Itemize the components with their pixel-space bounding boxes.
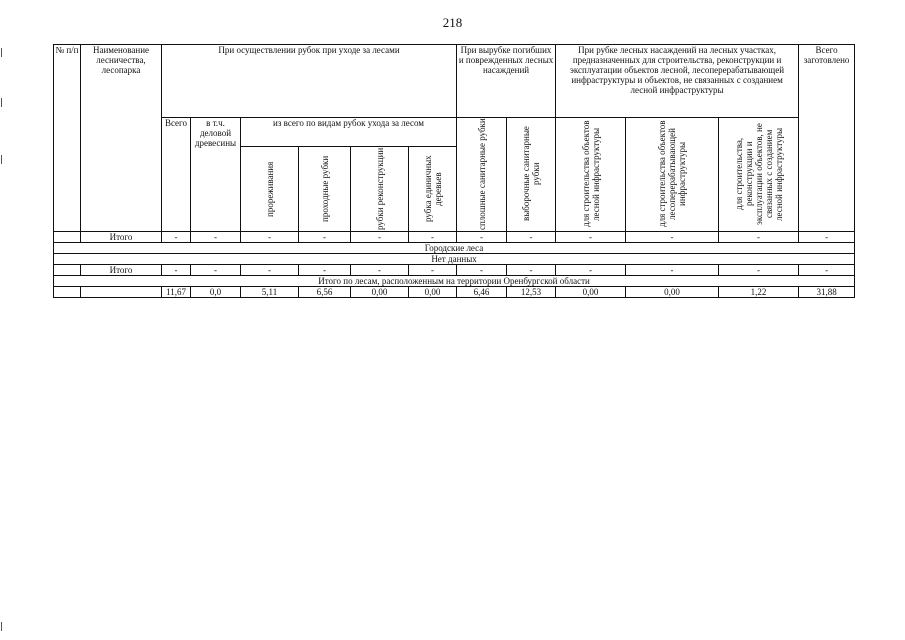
- cell: -: [162, 232, 191, 243]
- section-no-data: Нет данных: [54, 254, 855, 265]
- header-row-2: [54, 118, 855, 147]
- row-label: Итого: [81, 265, 162, 276]
- table-row: [54, 232, 855, 243]
- header-single-trees: рубка единичных деревьев: [409, 147, 457, 232]
- header-total: Всего заготовлено: [799, 45, 855, 232]
- cell: 6,46: [457, 287, 507, 298]
- cell: -: [351, 265, 409, 276]
- cell: -: [191, 232, 241, 243]
- header-infra-forest: для строительства объектов лесной инфраструктуры: [556, 118, 626, 232]
- cell: 0,00: [351, 287, 409, 298]
- harvest-table: [53, 44, 855, 298]
- page-number: 218: [442, 15, 463, 30]
- cell: 0,00: [556, 287, 626, 298]
- margin-mark: [1, 622, 2, 631]
- cell: -: [457, 265, 507, 276]
- margin-mark: [1, 48, 2, 57]
- row-num: [54, 265, 81, 276]
- section-city-forests: Городские леса: [54, 243, 855, 254]
- cell: -: [299, 232, 351, 243]
- header-infra-other: для строительства, реконструкции и эксплуатации объектов, не связанных с созданием лесной инфраструктуры: [719, 118, 799, 232]
- cell: -: [507, 265, 556, 276]
- cell: 12,53: [507, 287, 556, 298]
- cell: 11,67: [162, 287, 191, 298]
- header-reconstruction: рубки реконструкции: [351, 147, 409, 232]
- cell: 31,88: [799, 287, 855, 298]
- margin-mark: [1, 98, 2, 107]
- header-name: Наименование лесничества, лесопарка: [81, 45, 162, 232]
- cell: 0,00: [626, 287, 719, 298]
- cell: -: [626, 232, 719, 243]
- cell: -: [351, 232, 409, 243]
- cell: -: [507, 232, 556, 243]
- cell: 0,0: [191, 287, 241, 298]
- row-label: Итого: [81, 232, 162, 243]
- header-clear-sanitary: сплошные санитарные рубки: [457, 118, 507, 232]
- header-num: № п/п: [54, 45, 81, 232]
- cell: 0,00: [409, 287, 457, 298]
- header-infra-group: При рубке лесных насаждений на лесных участках, предназначенных для строительства, реконструкции и эксплуатации объектов лесной, лесоперерабатывающей инфраструктуры и объектов, не связанных с созданием лесной инфраструктуры: [556, 45, 799, 118]
- cell: -: [299, 265, 351, 276]
- header-care-group: При осуществлении рубок при уходе за лесами: [162, 45, 457, 118]
- row-label: [81, 287, 162, 298]
- header-row-1: [54, 45, 855, 118]
- section-row: [54, 254, 855, 265]
- cell: 6,56: [299, 287, 351, 298]
- cell: -: [409, 232, 457, 243]
- cell: -: [626, 265, 719, 276]
- table-row: [54, 265, 855, 276]
- header-dead-group: При вырубке погибших и поврежденных лесных насаждений: [457, 45, 556, 118]
- header-thinning: прореживания: [241, 147, 299, 232]
- header-selective-sanitary: выборочные санитарные рубки: [507, 118, 556, 232]
- section-region-total: Итого по лесам, расположенным на территории Оренбургской области: [54, 276, 855, 287]
- cell: -: [719, 232, 799, 243]
- row-num: [54, 287, 81, 298]
- header-infra-processing: для строительства объектов лесоперерабатывающей инфраструктуры: [626, 118, 719, 232]
- cell: -: [409, 265, 457, 276]
- table-row-region-total: [54, 287, 855, 298]
- cell: -: [162, 265, 191, 276]
- header-care-total: Всего: [162, 118, 191, 232]
- cell: -: [241, 265, 299, 276]
- row-num: [54, 232, 81, 243]
- margin-mark: [1, 155, 2, 164]
- cell: 5,11: [241, 287, 299, 298]
- cell: -: [719, 265, 799, 276]
- header-care-types: из всего по видам рубок ухода за лесом: [241, 118, 457, 147]
- section-row: [54, 276, 855, 287]
- cell: 1,22: [719, 287, 799, 298]
- cell: -: [556, 265, 626, 276]
- cell: -: [799, 232, 855, 243]
- cell: -: [457, 232, 507, 243]
- header-care-business: в т.ч. деловой древесины: [191, 118, 241, 232]
- cell: -: [799, 265, 855, 276]
- cell: -: [241, 232, 299, 243]
- cell: -: [556, 232, 626, 243]
- section-row: [54, 243, 855, 254]
- header-passage: проходные рубки: [299, 147, 351, 232]
- cell: -: [191, 265, 241, 276]
